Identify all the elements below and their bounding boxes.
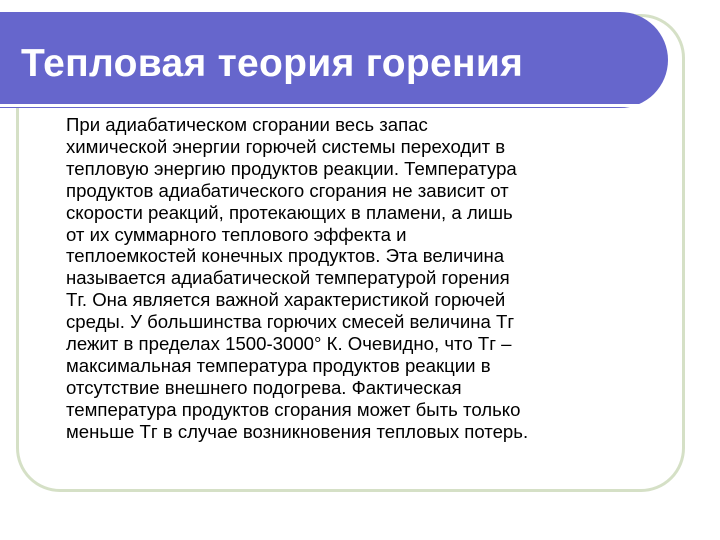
title-bar xyxy=(0,12,668,108)
body-line: меньше Тг в случае возникновения тепловых потерь. xyxy=(66,420,529,442)
slide-title: Тепловая теория горения xyxy=(21,42,524,85)
body-line: максимальная температура продуктов реакции в xyxy=(66,354,491,376)
body-line: называется адиабатической температурой горения xyxy=(66,267,510,289)
body-line: среды. У большинства горючих смесей величина Тг xyxy=(66,311,515,333)
body-line: тепловую энергию продуктов реакции. Температура xyxy=(66,157,517,179)
body-line: лежит в пределах 1500-3000° К. Очевидно, что Тг – xyxy=(66,333,512,355)
body-line: продуктов адиабатического сгорания не зависит от xyxy=(66,179,509,201)
body-line: При адиабатическом сгорании весь запас xyxy=(66,114,428,135)
body-line: химической энергии горючей системы переходит в xyxy=(66,135,506,157)
title-underline xyxy=(0,104,640,107)
body-line: от их суммарного теплового эффекта и xyxy=(66,223,407,245)
body-line: Тг. Она является важной характеристикой горючей xyxy=(66,289,506,311)
body-line: отсутствие внешнего подогрева. Фактическая xyxy=(66,376,462,398)
body-line: теплоемкостей конечных продуктов. Эта величина xyxy=(66,245,505,267)
body-line: скорости реакций, протекающих в пламени, а лишь xyxy=(66,201,513,223)
body-line: температура продуктов сгорания может быть только xyxy=(66,398,521,420)
slide-body xyxy=(66,114,676,443)
